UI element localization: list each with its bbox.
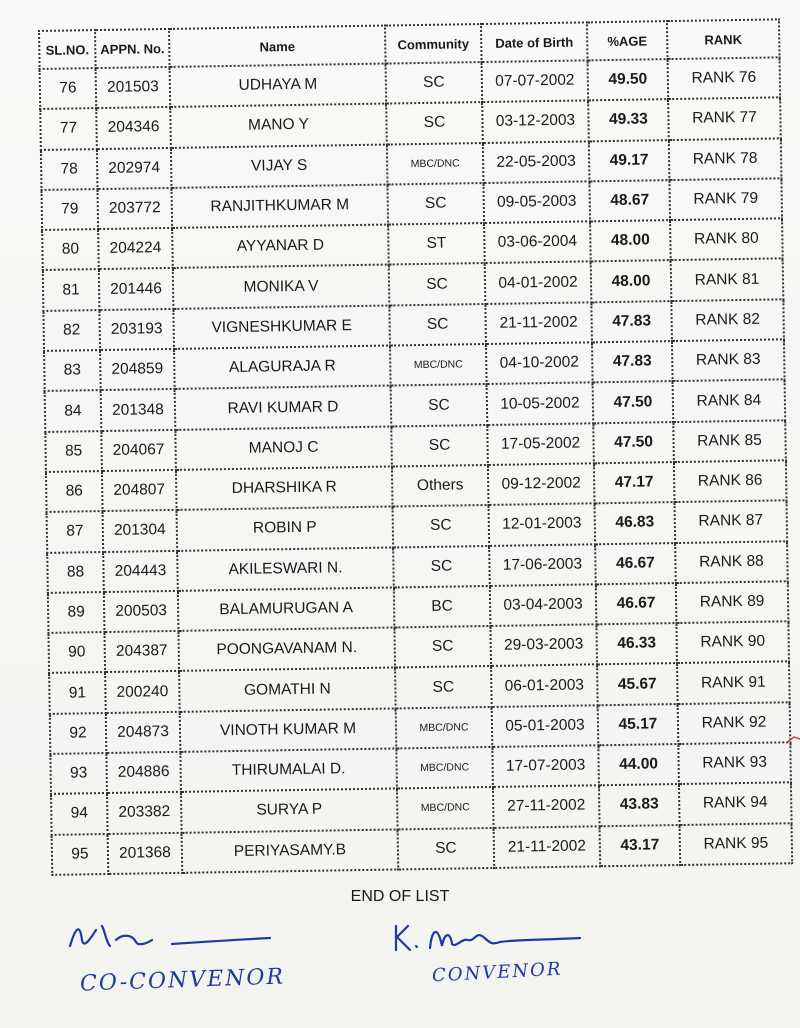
cell-date-of-birth: 07-07-2002 (482, 60, 589, 102)
cell-name: ALAGURAJA R (174, 346, 391, 390)
cell-date-of-birth: 09-05-2003 (483, 181, 590, 223)
co-convenor-signature (62, 916, 282, 956)
cell-community: SC (391, 384, 488, 426)
cell-sl-no: 87 (47, 511, 104, 552)
cell-name: VINOTH KUMAR M (180, 708, 397, 752)
cell-rank: RANK 84 (673, 380, 786, 422)
cell-percentage: 46.33 (596, 623, 677, 665)
cell-percentage: 44.00 (598, 744, 679, 786)
rank-list-table (38, 18, 793, 875)
cell-community: MBC/DNC (390, 344, 487, 386)
end-of-list-text: END OF LIST (350, 888, 450, 905)
cell-percentage: 43.17 (600, 825, 681, 867)
cell-appn-no: 204886 (106, 752, 181, 793)
tick-mark-icon (786, 735, 800, 745)
cell-rank: RANK 92 (678, 702, 791, 744)
cell-name: AYYANAR D (172, 225, 389, 269)
cell-rank: RANK 93 (678, 742, 791, 784)
cell-appn-no: 204387 (104, 631, 179, 672)
cell-date-of-birth: 06-01-2003 (491, 665, 598, 707)
cell-community: SC (398, 828, 495, 870)
cell-community: SC (389, 263, 486, 305)
cell-community: MBC/DNC (397, 787, 494, 829)
cell-name: MONIKA V (173, 265, 390, 309)
cell-appn-no: 201304 (103, 510, 178, 551)
cell-sl-no: 95 (52, 834, 109, 875)
cell-date-of-birth: 10-05-2002 (487, 383, 594, 425)
cell-date-of-birth: 27-11-2002 (493, 786, 600, 828)
cell-rank: RANK 77 (668, 98, 781, 140)
cell-date-of-birth: 17-05-2002 (487, 423, 594, 465)
cell-sl-no: 77 (40, 108, 97, 149)
header-rank: RANK (667, 19, 780, 59)
cell-percentage: 47.83 (591, 301, 672, 343)
cell-appn-no: 203772 (98, 188, 173, 229)
cell-sl-no: 79 (42, 189, 99, 230)
cell-name: POONGAVANAM N. (178, 628, 395, 672)
cell-name: DHARSHIKA R (176, 466, 393, 510)
cell-date-of-birth: 12-01-2003 (489, 504, 596, 546)
cell-date-of-birth: 29-03-2003 (490, 624, 597, 666)
cell-community: SC (391, 425, 488, 467)
cell-date-of-birth: 04-01-2002 (485, 262, 592, 304)
cell-community: SC (387, 183, 484, 225)
cell-rank: RANK 81 (671, 259, 784, 301)
convenor-label: CONVENOR (431, 958, 563, 987)
cell-name: MANOJ C (175, 426, 392, 470)
cell-appn-no: 201368 (108, 832, 183, 873)
cell-percentage: 45.67 (597, 663, 678, 705)
cell-sl-no: 88 (47, 552, 104, 593)
cell-appn-no: 200503 (104, 591, 179, 632)
cell-name: AKILESWARI N. (177, 547, 394, 591)
cell-community: SC (393, 546, 490, 588)
cell-rank: RANK 86 (674, 460, 787, 502)
cell-date-of-birth: 03-12-2003 (482, 101, 589, 143)
cell-appn-no: 203382 (107, 792, 182, 833)
cell-name: BALAMURUGAN A (178, 587, 395, 631)
cell-rank: RANK 78 (669, 138, 782, 180)
cell-community: SC (386, 102, 483, 144)
convenor-signature (390, 918, 590, 958)
cell-percentage: 46.67 (595, 543, 676, 585)
cell-sl-no: 92 (50, 713, 107, 754)
cell-rank: RANK 83 (672, 339, 785, 381)
cell-community: MBC/DNC (387, 143, 484, 185)
cell-rank: RANK 79 (669, 178, 782, 220)
cell-appn-no: 201446 (99, 268, 174, 309)
cell-percentage: 43.83 (599, 784, 680, 826)
cell-rank: RANK 94 (679, 783, 792, 825)
cell-name: RAVI KUMAR D (175, 386, 392, 430)
cell-name: VIJAY S (171, 144, 388, 188)
header-community: Community (385, 24, 482, 64)
cell-date-of-birth: 09-12-2002 (488, 463, 595, 505)
cell-name: UDHAYA M (170, 64, 387, 108)
cell-appn-no: 204807 (102, 470, 177, 511)
cell-rank: RANK 87 (674, 501, 787, 543)
cell-sl-no: 86 (46, 471, 103, 512)
header-name: Name (169, 26, 386, 67)
cell-date-of-birth: 22-05-2003 (483, 141, 590, 183)
cell-sl-no: 76 (40, 68, 97, 109)
cell-community: SC (394, 626, 491, 668)
cell-date-of-birth: 21-11-2002 (494, 826, 601, 868)
table-body (40, 57, 793, 874)
cell-name: THIRUMALAI D. (180, 749, 397, 793)
cell-sl-no: 78 (41, 149, 98, 190)
cell-community: MBC/DNC (396, 747, 493, 789)
cell-appn-no: 200240 (105, 671, 180, 712)
cell-percentage: 47.17 (594, 462, 675, 504)
cell-appn-no: 201503 (96, 67, 171, 108)
header-percentage: %AGE (587, 21, 668, 60)
cell-rank: RANK 82 (671, 299, 784, 341)
cell-percentage: 49.33 (588, 99, 669, 141)
cell-date-of-birth: 04-10-2002 (486, 342, 593, 384)
cell-community: SC (393, 505, 490, 547)
cell-sl-no: 80 (42, 229, 99, 270)
cell-percentage: 47.50 (593, 422, 674, 464)
cell-percentage: 46.83 (595, 502, 676, 544)
cell-sl-no: 83 (44, 350, 101, 391)
cell-percentage: 49.17 (589, 140, 670, 182)
cell-rank: RANK 88 (675, 541, 788, 583)
cell-community: Others (392, 465, 489, 507)
cell-rank: RANK 85 (673, 420, 786, 462)
cell-appn-no: 201348 (101, 389, 176, 430)
cell-name: RANJITHKUMAR M (171, 184, 388, 228)
cell-percentage: 46.67 (596, 583, 677, 625)
cell-date-of-birth: 17-07-2003 (492, 745, 599, 787)
cell-percentage: 48.00 (591, 261, 672, 303)
cell-date-of-birth: 05-01-2003 (492, 705, 599, 747)
cell-appn-no: 204346 (96, 107, 171, 148)
cell-rank: RANK 80 (670, 219, 783, 261)
cell-sl-no: 82 (43, 310, 100, 351)
cell-community: SC (389, 304, 486, 346)
cell-appn-no: 203193 (99, 309, 174, 350)
cell-name: MANO Y (170, 104, 387, 148)
cell-community: SC (395, 666, 492, 708)
cell-rank: RANK 90 (676, 621, 789, 663)
header-sl-no: SL.NO. (39, 30, 96, 69)
cell-percentage: 48.67 (589, 180, 670, 222)
cell-community: SC (386, 62, 483, 104)
cell-percentage: 49.50 (588, 59, 669, 101)
cell-name: ROBIN P (177, 507, 394, 551)
cell-appn-no: 202974 (97, 148, 172, 189)
cell-name: PERIYASAMY.B (182, 829, 399, 873)
cell-sl-no: 81 (43, 270, 100, 311)
cell-rank: RANK 76 (668, 57, 781, 99)
cell-date-of-birth: 21-11-2002 (485, 302, 592, 344)
cell-date-of-birth: 17-06-2003 (489, 544, 596, 586)
cell-rank: RANK 95 (680, 823, 793, 865)
cell-sl-no: 93 (50, 753, 107, 794)
cell-appn-no: 204443 (103, 550, 178, 591)
cell-date-of-birth: 03-04-2003 (490, 584, 597, 626)
cell-sl-no: 91 (49, 672, 106, 713)
cell-community: ST (388, 223, 485, 265)
cell-community: MBC/DNC (396, 707, 493, 749)
cell-rank: RANK 89 (676, 581, 789, 623)
cell-sl-no: 94 (51, 793, 108, 834)
cell-name: VIGNESHKUMAR E (173, 305, 390, 349)
cell-percentage: 48.00 (590, 220, 671, 262)
cell-percentage: 45.17 (598, 704, 679, 746)
header-date-of-birth: Date of Birth (481, 22, 588, 62)
cell-percentage: 47.83 (592, 341, 673, 383)
cell-sl-no: 84 (45, 390, 102, 431)
cell-percentage: 47.50 (593, 381, 674, 423)
cell-name: GOMATHI N (179, 668, 396, 712)
cell-appn-no: 204859 (100, 349, 175, 390)
co-convenor-label: CO-CONVENOR (79, 964, 286, 997)
cell-appn-no: 204224 (98, 228, 173, 269)
cell-rank: RANK 91 (677, 662, 790, 704)
cell-sl-no: 89 (48, 592, 105, 633)
cell-sl-no: 90 (48, 632, 105, 673)
cell-name: SURYA P (181, 789, 398, 833)
cell-appn-no: 204067 (101, 430, 176, 471)
cell-community: BC (394, 586, 491, 628)
header-appn-no: APPN. No. (95, 29, 170, 68)
cell-date-of-birth: 03-06-2004 (484, 222, 591, 264)
cell-appn-no: 204873 (106, 712, 181, 753)
cell-sl-no: 85 (45, 431, 102, 472)
